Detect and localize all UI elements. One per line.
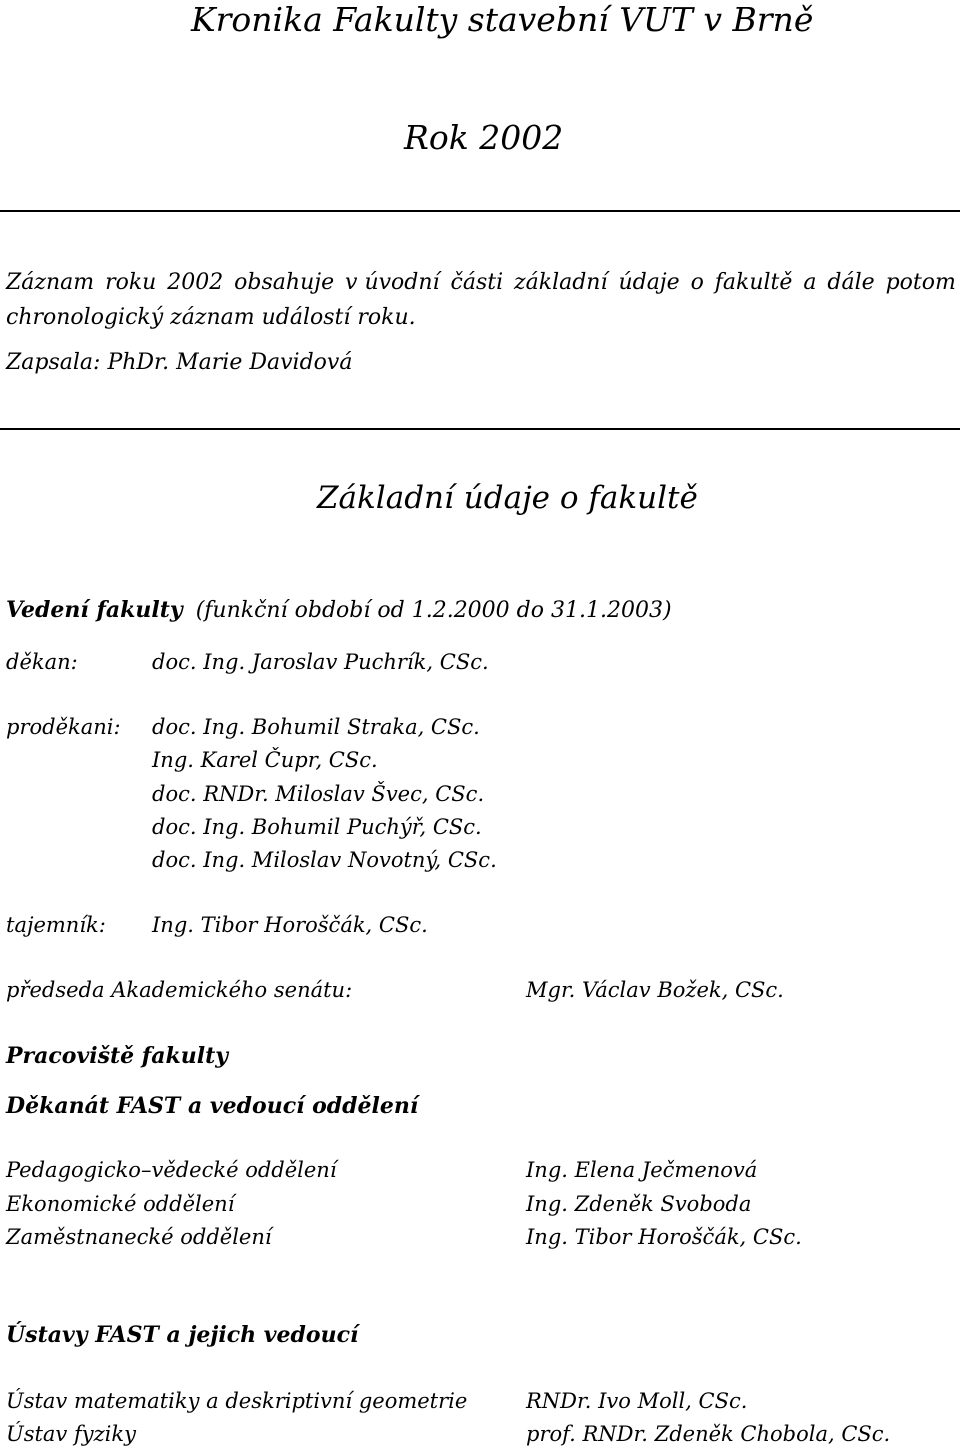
intro-word: údaje [618,270,680,295]
section-heading-basic: Základní údaje o fakultě [317,480,698,516]
institute-head: prof. RNDr. Zdeněk Chobola, CSc. [526,1422,891,1446]
leadership-line [6,597,672,623]
dean-name: doc. Ing. Jaroslav Puchrík, CSc. [152,650,489,674]
secretary-label: tajemník: [6,913,106,937]
vice-dean-name: doc. Ing. Bohumil Straka, CSc. [152,715,480,739]
vice-deans-label: proděkani: [6,715,121,739]
intro-word: Záznam [6,270,95,295]
vice-dean-name: Ing. Karel Čupr, CSc. [152,748,378,772]
year-title: Rok 2002 [404,118,564,157]
author-line: Zapsala: PhDr. Marie Davidová [6,350,353,375]
department-head: Ing. Tibor Horoščák, CSc. [526,1225,802,1249]
intro-word: dále [827,270,875,295]
department-head: Ing. Zdeněk Svoboda [526,1192,752,1216]
department-name: Pedagogicko–vědecké oddělení [6,1158,337,1182]
divider-middle [0,428,960,430]
deanery-heading: Děkanát FAST a vedoucí oddělení [6,1093,419,1119]
vice-dean-name: doc. RNDr. Miloslav Švec, CSc. [152,782,485,806]
intro-word: potom [885,270,956,295]
vice-dean-name: doc. Ing. Miloslav Novotný, CSc. [152,848,497,872]
workplaces-heading: Pracoviště fakulty [6,1043,229,1069]
department-name: Zaměstnanecké oddělení [6,1225,272,1249]
institute-name: Ústav matematiky a deskriptivní geometrie [6,1389,468,1413]
leadership-label: Vedení fakulty [6,597,183,623]
institute-head: RNDr. Ivo Moll, CSc. [526,1389,748,1413]
senate-chair-label: předseda Akademického senátu: [6,978,353,1002]
intro-word: 2002 [167,270,224,295]
divider-top [0,210,960,212]
intro-line-1 [6,270,956,295]
intro-word: základní [514,270,608,295]
term-period: (funkční období od 1.2.2000 do 31.1.2003) [195,598,672,623]
intro-word: roku [105,270,157,295]
department-name: Ekonomické oddělení [6,1192,235,1216]
intro-word: o [690,270,704,295]
secretary-name: Ing. Tibor Horoščák, CSc. [152,913,428,937]
intro-word: v úvodní [345,270,440,295]
intro-word: fakultě [714,270,793,295]
dean-label: děkan: [6,650,78,674]
department-head: Ing. Elena Ječmenová [526,1158,758,1182]
intro-word: a [803,270,817,295]
intro-word: části [450,270,504,295]
vice-dean-name: doc. Ing. Bohumil Puchýř, CSc. [152,815,482,839]
intro-word: obsahuje [234,270,335,295]
document-title: Kronika Fakulty stavební VUT v Brně [191,0,814,39]
intro-line-2: chronologický záznam událostí roku. [6,305,416,330]
senate-chair-name: Mgr. Václav Božek, CSc. [526,978,784,1002]
institutes-heading: Ústavy FAST a jejich vedoucí [6,1322,359,1348]
institute-name: Ústav fyziky [6,1422,136,1446]
